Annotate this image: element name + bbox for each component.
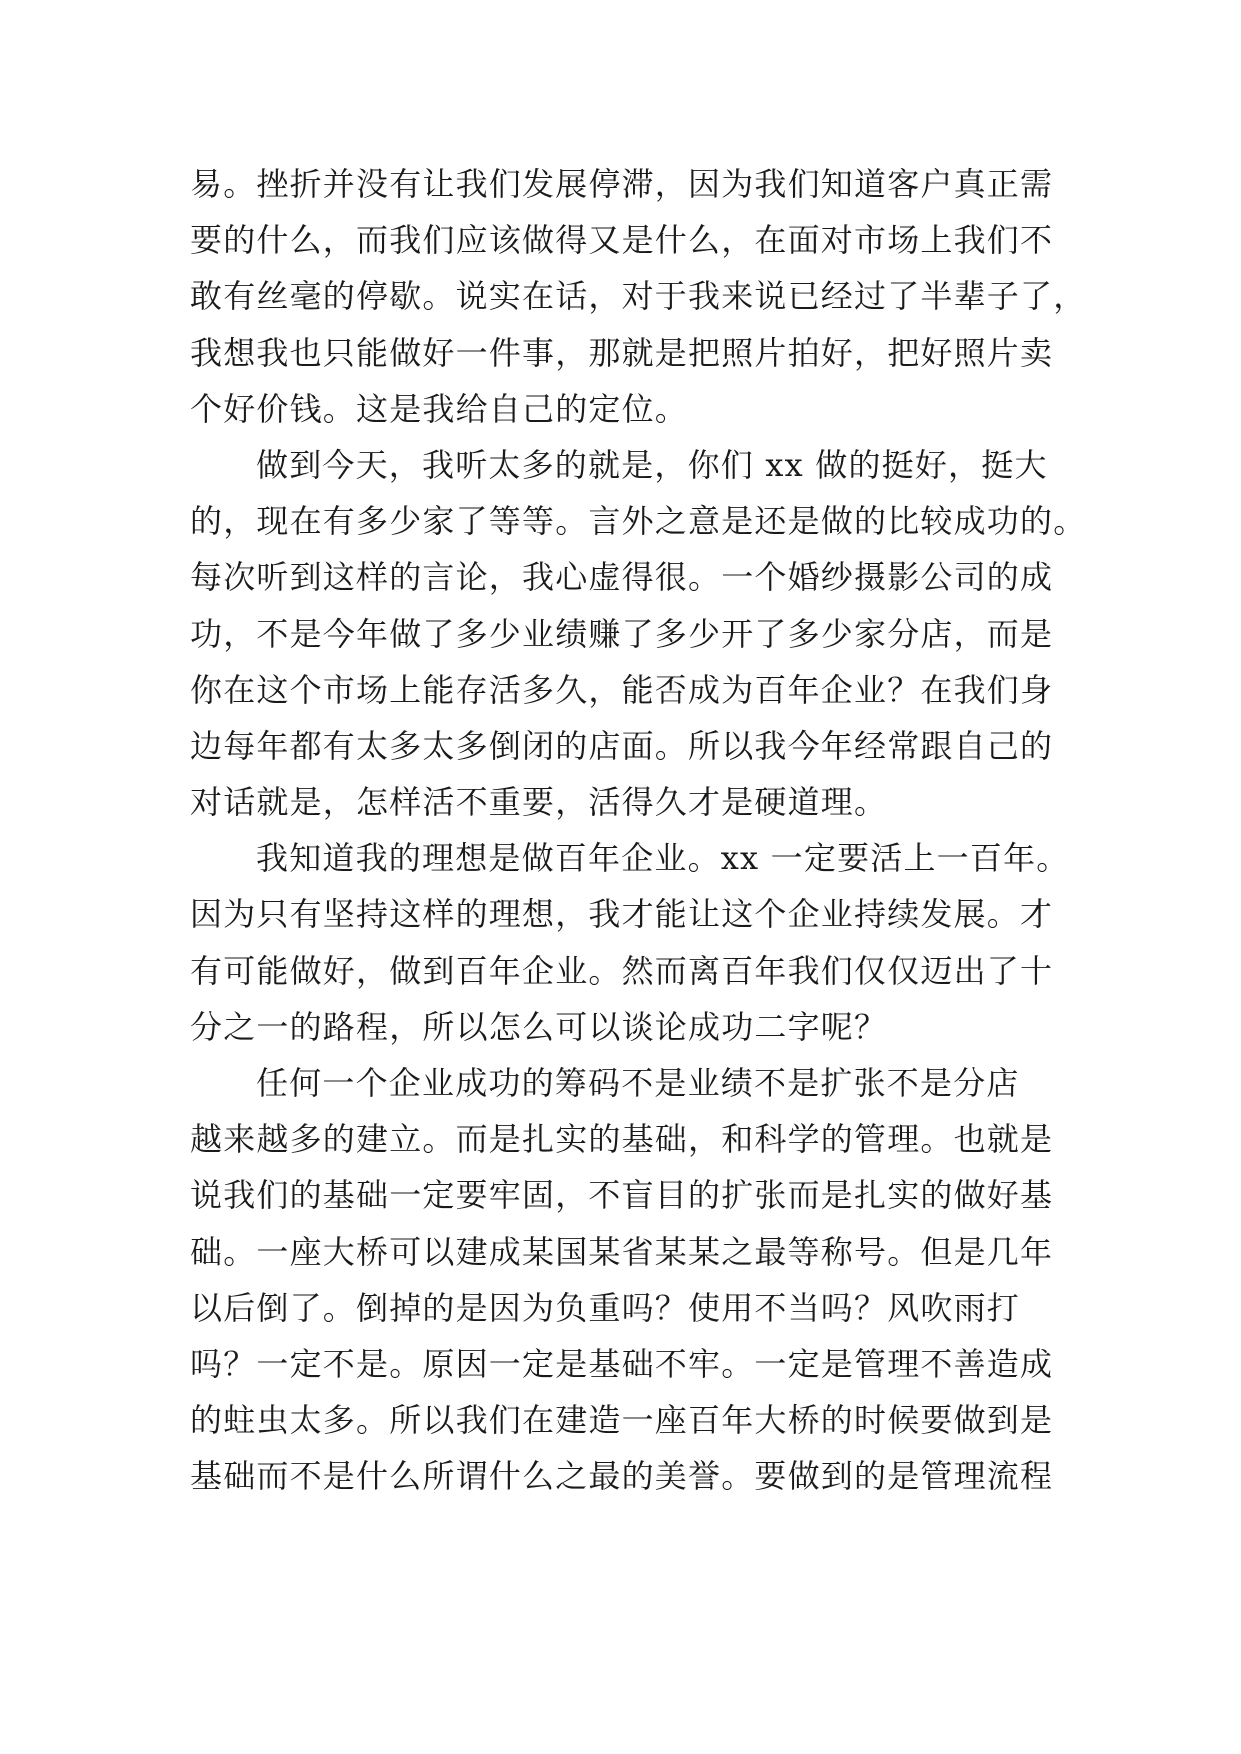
text-line: 个好价钱。这是我给自己的定位。 — [190, 389, 689, 428]
text-line: 的蛀虫太多。所以我们在建造一座百年大桥的时候要做到是 — [190, 1401, 1054, 1440]
text-line: 易。挫折并没有让我们发展停滞，因为我们知道客户真正需 — [190, 165, 1054, 203]
text-line: 边每年都有太多太多倒闭的店面。所以我今年经常跟自己的 — [190, 726, 1054, 765]
text-line: 有可能做好，做到百年企业。然而离百年我们仅仅迈出了十 — [190, 951, 1054, 990]
text-line: 说我们的基础一定要牢固，不盲目的扩张而是扎实的做好基 — [190, 1176, 1054, 1215]
text-line: 我想我也只能做好一件事，那就是把照片拍好，把好照片卖 — [190, 333, 1054, 372]
text-line: 分之一的路程，所以怎么可以谈论成功二字呢？ — [190, 1007, 888, 1046]
text-line: 越来越多的建立。而是扎实的基础，和科学的管理。也就是 — [190, 1120, 1054, 1159]
text-line: 以后倒了。倒掉的是因为负重吗？使用不当吗？风吹雨打 — [190, 1288, 1021, 1327]
text-line: 功，不是今年做了多少业绩赚了多少开了多少家分店，而是 — [190, 614, 1054, 653]
text-line: 要的什么，而我们应该做得又是什么，在面对市场上我们不 — [190, 221, 1054, 260]
text-line: 敢有丝毫的停歇。说实在话，对于我来说已经过了半辈子了， — [190, 277, 1087, 316]
text-line: 对话就是，怎样活不重要，活得久才是硬道理。 — [190, 783, 888, 822]
text-line: 吗？一定不是。原因一定是基础不牢。一定是管理不善造成 — [190, 1344, 1054, 1383]
text-line: 你在这个市场上能存活多久，能否成为百年企业？在我们身 — [190, 670, 1054, 709]
paragraph-first-line: 我知道我的理想是做百年企业。xx 一定要活上一百年。 — [256, 839, 1070, 878]
paragraph-first-line: 做到今天，我听太多的就是，你们 xx 做的挺好，挺大 — [256, 445, 1048, 484]
text-line: 的，现在有多少家了等等。言外之意是还是做的比较成功的。 — [190, 502, 1087, 541]
body-text — [190, 156, 1087, 1505]
text-line: 因为只有坚持这样的理想，我才能让这个企业持续发展。才 — [190, 895, 1054, 934]
text-line: 每次听到这样的言论，我心虚得很。一个婚纱摄影公司的成 — [190, 558, 1054, 597]
paragraph-first-line: 任何一个企业成功的筹码不是业绩不是扩张不是分店 — [256, 1064, 1020, 1102]
text-line: 基础而不是什么所谓什么之最的美誉。要做到的是管理流程 — [190, 1457, 1054, 1496]
text-line: 础。一座大桥可以建成某国某省某某之最等称号。但是几年 — [190, 1232, 1054, 1271]
